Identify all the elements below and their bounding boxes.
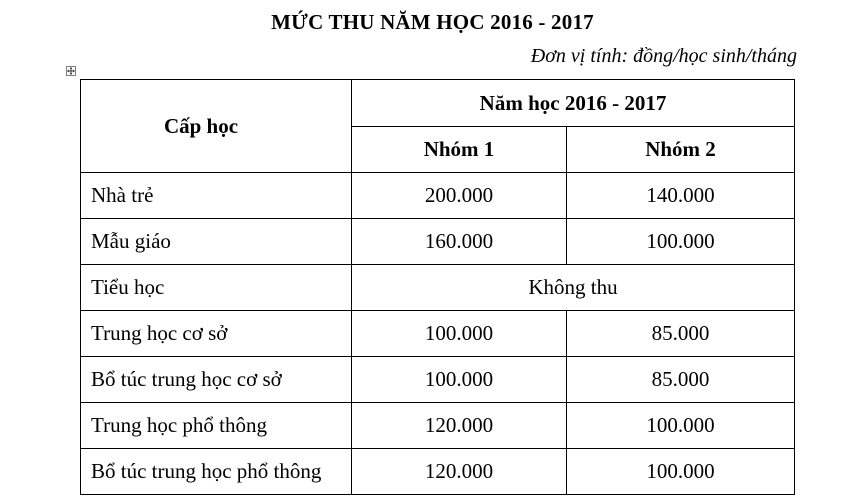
row-level: Mẫu giáo	[81, 219, 352, 265]
table-row	[81, 265, 795, 311]
header-row	[81, 80, 795, 127]
row-group-1-fee: 200.000	[352, 173, 567, 219]
row-level: Bổ túc trung học phổ thông	[81, 449, 352, 495]
fee-table	[80, 79, 795, 495]
row-group-1-fee: 100.000	[352, 311, 567, 357]
header-year: Năm học 2016 - 2017	[352, 80, 795, 127]
row-group-1-fee: 120.000	[352, 449, 567, 495]
row-level: Tiểu học	[81, 265, 352, 311]
row-level: Bổ túc trung học cơ sở	[81, 357, 352, 403]
row-group-2-fee: 100.000	[567, 219, 795, 265]
table-row	[81, 403, 795, 449]
row-level: Nhà trẻ	[81, 173, 352, 219]
row-group-1-fee: 160.000	[352, 219, 567, 265]
document-title: MỨC THU NĂM HỌC 2016 - 2017	[271, 10, 594, 34]
row-group-2-fee: 140.000	[567, 173, 795, 219]
row-group-2-fee: 85.000	[567, 357, 795, 403]
table-row	[81, 173, 795, 219]
row-group-2-fee: 100.000	[567, 449, 795, 495]
row-level: Trung học cơ sở	[81, 311, 352, 357]
unit-note: Đơn vị tính: đồng/học sinh/tháng	[530, 45, 797, 67]
row-group-1-fee: 100.000	[352, 357, 567, 403]
header-group-2: Nhóm 2	[567, 127, 795, 173]
table-row	[81, 449, 795, 495]
table-move-handle-icon[interactable]	[66, 66, 76, 76]
header-group-1: Nhóm 1	[352, 127, 567, 173]
row-group-2-fee: 85.000	[567, 311, 795, 357]
row-merged-fee: Không thu	[352, 265, 795, 311]
row-group-1-fee: 120.000	[352, 403, 567, 449]
table-row	[81, 357, 795, 403]
header-level: Cấp học	[81, 80, 352, 173]
table-row	[81, 219, 795, 265]
row-group-2-fee: 100.000	[567, 403, 795, 449]
table-row	[81, 311, 795, 357]
row-level: Trung học phổ thông	[81, 403, 352, 449]
